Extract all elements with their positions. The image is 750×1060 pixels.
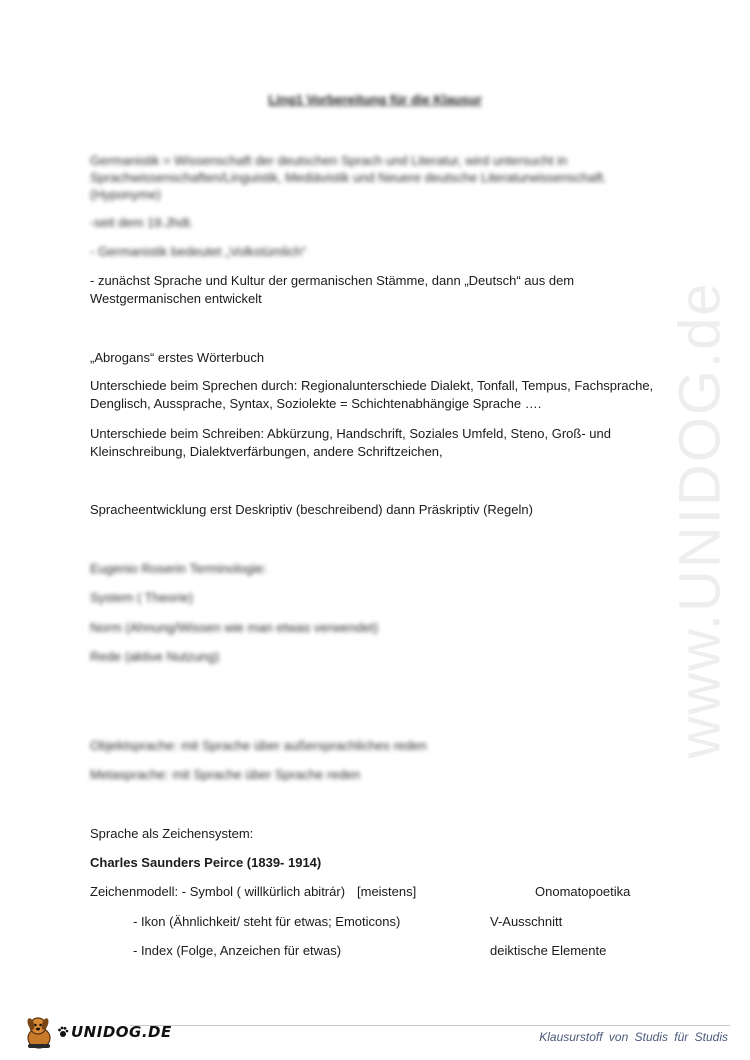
blurred-line: System ( Theorie) [90,590,194,605]
sign-model-example: deiktische Elemente [490,943,607,958]
blurred-line: Sprachwissenschaften/Linguistik, Mediävistik und Neuere deutsche Literaturwissenschaft. [90,170,607,185]
paragraph-line: Westgermanischen entwickelt [90,291,262,306]
blurred-line: Rede (aktive Nutzung) [90,649,220,664]
footer-tagline: Klausurstoff von Studis für Studis [539,1030,728,1044]
paragraph-line: Sprache als Zeichensystem: [90,826,254,841]
unidog-logo[interactable] [22,1012,172,1052]
paragraph-line: Unterschiede beim Schreiben: Abkürzung, Handschrift, Soziales Umfeld, Steno, Groß- und [90,426,611,441]
paragraph-line: „Abrogans“ erstes Wörterbuch [90,350,265,365]
blurred-line: Germanistik = Wissenschaft der deutschen Sprach und Literatur, wird untersucht in [90,153,568,168]
sign-model-index: - Index (Folge, Anzeichen für etwas) [133,943,342,958]
blurred-line: Metasprache: mit Sprache über Sprache reden [90,767,361,782]
blurred-line: Objektsprache: mit Sprache über außersprachliches reden [90,738,427,753]
watermark: www.UNIDOG.de [667,281,733,759]
document-title: Ling1 Vorbereitung für die Klausur [268,92,482,107]
blurred-line: Norm (Ahnung/Wissen wie man etwas verwendet) [90,620,379,635]
blurred-line: (Hyponyme) [90,187,161,202]
blurred-line: - Germanistik bedeutet „Volkstümlich“ [90,244,307,259]
sign-model-note: [meistens] [357,884,417,899]
paragraph-line: Unterschiede beim Sprechen durch: Regionalunterschiede Dialekt, Tonfall, Tempus, Fachsprache, [90,378,654,393]
blurred-line: Eugenio Roserin Terminologie: [90,561,267,576]
sign-model-symbol: Zeichenmodell: - Symbol ( willkürlich abitrár) [90,884,346,899]
footer-divider [130,1025,730,1026]
paragraph-line: Denglisch, Aussprache, Syntax, Soziolekte = Schichtenabhängige Sprache …. [90,396,542,411]
blurred-line: -seit dem 19.Jhdt. [90,215,194,230]
paragraph-line: Spracheentwicklung erst Deskriptiv (beschreibend) dann Präskriptiv (Regeln) [90,502,533,517]
dog-mascot-icon [22,1014,56,1050]
paw-icon [57,1026,69,1038]
sign-model-example: V-Ausschnitt [490,914,563,929]
sign-model-example: Onomatopoetika [535,884,631,899]
author-heading: Charles Saunders Peirce (1839- 1914) [90,855,322,870]
sign-model-icon: - Ikon (Ähnlichkeit/ steht für etwas; Emoticons) [133,914,401,929]
paragraph-line: - zunächst Sprache und Kultur der germanischen Stämme, dann „Deutsch“ aus dem [90,273,575,288]
logo-text: UNIDOG.DE [71,1023,172,1041]
paragraph-line: Kleinschreibung, Dialektverfärbungen, andere Schriftzeichen, [90,444,443,459]
